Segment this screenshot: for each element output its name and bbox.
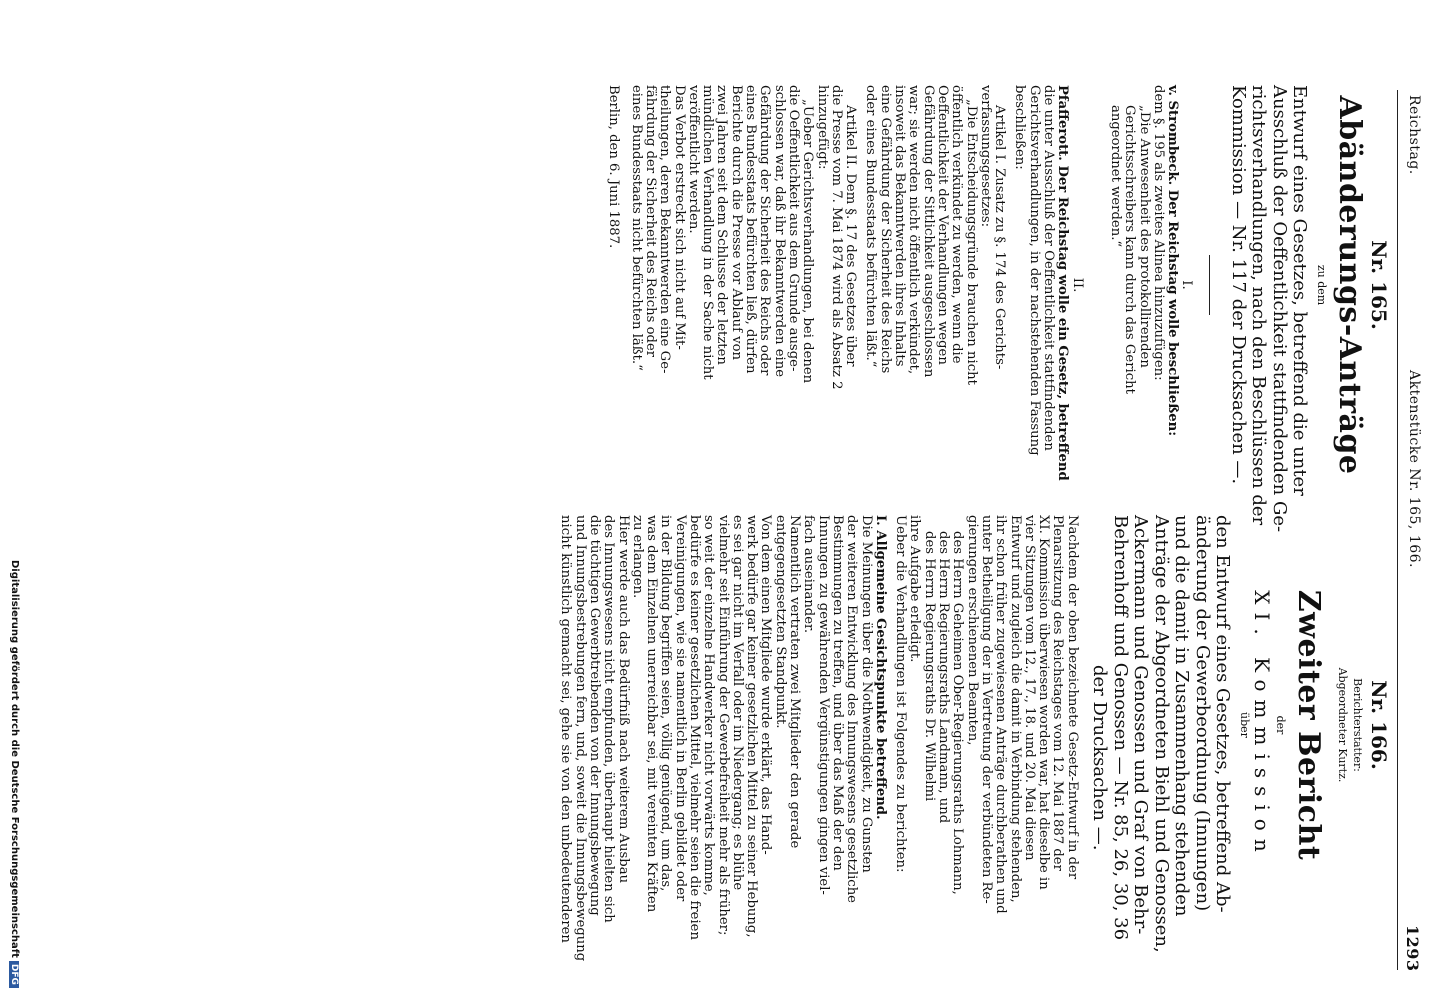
ueber-label: über bbox=[1237, 712, 1251, 738]
text-line: Anträge der Abgeordneten Biehl und Genossen, bbox=[1150, 515, 1172, 953]
text-line: Namentlich vertraten zwei Mitglieder den gerade bbox=[787, 515, 803, 849]
text-line: theilungen, deren Bekanntwerden eine Ge- bbox=[657, 85, 673, 374]
text-line: Gefährdung der Sittlichkeit ausgeschlossen bbox=[920, 85, 936, 378]
text-line: unter Betheiligung der in Vertretung der verbündeten Re- bbox=[978, 515, 994, 904]
text-line: die Oeffentlichkeit aus dem Grunde ausge- bbox=[785, 85, 801, 372]
text-line: den Entwurf eines Gesetzes, betreffend Ab- bbox=[1212, 515, 1234, 913]
text-line: vielmehr seit Einführung der Gewerbefreiheit mehr als früher; bbox=[715, 515, 731, 936]
text-line: eine Gefährdung der Sicherheit des Reichs bbox=[877, 85, 893, 374]
subject-line: Entwurf eines Gesetzes, betreffend die unter bbox=[1289, 85, 1311, 496]
section-II-body bbox=[628, 85, 1069, 485]
section-I-line: angeordnet werden.“ bbox=[1107, 105, 1123, 248]
subject-line: richtsverhandlungen, nach den Beschlüssen der bbox=[1248, 85, 1270, 526]
header-rule bbox=[1397, 90, 1398, 970]
text-line: fährdung der Sicherheit des Reichs oder bbox=[643, 85, 659, 358]
berichterstatter-label: Berichterstatter: bbox=[1350, 678, 1364, 772]
der-label: der bbox=[1274, 715, 1288, 735]
text-line: was dem Einzelnen unerreichbar sei, mit vereinten Kräften bbox=[644, 515, 660, 913]
text-line: eines Bundesstaats nicht befürchten läßt.“ bbox=[628, 85, 644, 371]
text-line: mündlichen Verhandlung in der Sache nicht bbox=[700, 85, 716, 380]
text-line: des Herrn Regierungsraths Dr. Wilhelmi bbox=[921, 531, 937, 802]
text-line: öffentlich verkündet zu werden, wenn die bbox=[949, 85, 965, 364]
header-center: Aktenstücke Nr. 165, 166. bbox=[1406, 370, 1422, 569]
text-line: Plenarsitzung des Reichstages vom 12. Mai 1887 der bbox=[1050, 515, 1066, 871]
text-line: beschließen: bbox=[1012, 85, 1028, 170]
text-line: es sei gar nicht im Verfall oder im Niedergang; es blühe bbox=[729, 515, 745, 891]
text-line: verfassungsgesetzes: bbox=[977, 85, 993, 228]
section-II-heading: II. bbox=[1069, 277, 1085, 293]
text-line: Berichte durch die Presse vor Ablauf von bbox=[728, 85, 744, 361]
doc-number-165: Nr. 165. bbox=[1367, 240, 1391, 330]
header-left: Reichstag. bbox=[1406, 95, 1422, 175]
text-line: I. Allgemeine Gesichtspunkte betreffend. bbox=[872, 515, 888, 820]
text-line: und Innungsbestrebungen fern, und, soweit die Innungsbewegung bbox=[572, 515, 588, 962]
digitization-credit bbox=[9, 560, 20, 988]
text-line: gierungen erschienenen Beamten, bbox=[964, 515, 980, 746]
text-line: Behrenhoff und Genossen — Nr. 85, 26, 30, 36 bbox=[1109, 515, 1131, 941]
text-line: Ueber die Verhandlungen ist Folgendes zu berichten: bbox=[893, 515, 909, 873]
text-line: Nachdem der oben bezeichnete Gesetz-Entwurf in der bbox=[1064, 515, 1080, 880]
text-line: werk bedürfe gar keiner gesetzlichen Mittel zu seiner Hebung, bbox=[744, 515, 760, 938]
text-line: eines Bundesstaats befürchten ließ, dürfen bbox=[743, 85, 759, 374]
right-column bbox=[558, 515, 1391, 962]
page-number: 1293 bbox=[1403, 925, 1422, 972]
text-line: des Innungswesens nicht empfunden, überhaupt hielten sich bbox=[601, 515, 617, 923]
section-I-body bbox=[1108, 85, 1179, 485]
text-line: Gefährdung der Sicherheit des Reichs oder bbox=[757, 85, 773, 376]
section-I-heading: I. bbox=[1179, 280, 1195, 290]
subject-line: Ausschluß der Oeffentlichkeit stattfindenden Ge- bbox=[1268, 85, 1290, 533]
text-line: hinzugefügt: bbox=[814, 85, 830, 170]
kommission-label: XI. Kommission bbox=[1249, 590, 1274, 860]
text-line: nicht künstlich gemacht sei, gehe sie von den unbedeutenderen bbox=[558, 515, 574, 943]
text-line: Gerichtsverhandlungen, in der nachstehenden Fassung bbox=[1026, 85, 1042, 456]
left-column bbox=[606, 85, 1391, 533]
text-line: Hier werde auch das Bedürfniß nach weiterem Ausbau bbox=[615, 515, 631, 884]
abgeordneter-name: Abgeordneter Kurtz. bbox=[1336, 667, 1350, 783]
text-line: die unter Ausschluß der Oeffentlichkeit stattfindenden bbox=[1041, 85, 1057, 451]
text-line: die Presse vom 7. Mai 1874 wird als Absatz 2 bbox=[828, 85, 844, 390]
text-line: des Herrn Regierungsraths Landmann, und bbox=[936, 531, 952, 824]
text-line: zu erlangen. bbox=[629, 515, 645, 599]
section-I-line: Gerichtsschreibers kann durch das Gericht bbox=[1122, 105, 1138, 394]
text-line: der Drucksachen —. bbox=[1089, 665, 1111, 851]
subject-165 bbox=[1227, 85, 1311, 533]
text-line: entgegengesetzten Standpunkt. bbox=[772, 515, 788, 729]
text-line: änderung der Gewerbeordnung (Innungen) bbox=[1191, 515, 1213, 912]
text-line: zwei Jahren seit dem Schlusse der letzten bbox=[714, 85, 730, 365]
text-line: die tüchtigen Gewerbtreibenden von der Innungsbewegung bbox=[586, 515, 602, 916]
text-line: so weit der einzelne Handwerker nicht vorwärts komme, bbox=[701, 515, 717, 896]
subject-line: Kommission — Nr. 117 der Drucksachen —. bbox=[1227, 85, 1249, 485]
text-line: der weiteren Entwicklung des Innungswesens gesetzliche bbox=[844, 515, 860, 903]
section-I-line: „Die Anwesenheit des protokollirenden bbox=[1136, 105, 1152, 368]
section-I-line: dem §. 195 als zweites Alinea hinzuzufügen: bbox=[1150, 85, 1166, 381]
zu-dem-label: zu dem bbox=[1314, 264, 1328, 306]
text-line: veröffentlicht werden. bbox=[685, 85, 701, 234]
text-line: Oeffentlichkeit der Verhandlungen wegen bbox=[934, 85, 950, 365]
text-line: „Ueber Gerichtsverhandlungen, bei denen bbox=[800, 99, 816, 384]
text-line: war; sie werden nicht öffentlich verkündet, bbox=[906, 85, 922, 375]
text-line: Bestimmungen zu treffen, und über das Maß der den bbox=[829, 515, 845, 871]
doc-title-166: Zweiter Bericht bbox=[1291, 589, 1327, 861]
text-line: XI. Kommission überwiesen worden war, hat dieselbe in bbox=[1036, 515, 1052, 890]
text-line: oder eines Bundesstaats befürchten läßt.“ bbox=[863, 85, 879, 368]
doc-number-166: Nr. 166. bbox=[1367, 680, 1391, 770]
text-line: Vereinigungen, wie sie namentlich in Berlin gebildet oder bbox=[672, 515, 688, 902]
text-line: schlossen war, daß ihr Bekanntwerden eine bbox=[771, 85, 787, 378]
doc-title-165: Abänderungs-Anträge bbox=[1331, 95, 1367, 475]
dfg-logo: DFG bbox=[9, 961, 19, 988]
text-line: „Die Entscheidungsgründe brauchen nicht bbox=[963, 99, 979, 385]
date-line: Berlin, den 6. Juni 1887. bbox=[606, 85, 622, 249]
text-line: insoweit das Bekanntwerden ihres Inhalts bbox=[892, 85, 908, 367]
text-line: des Herrn Geheimen Ober-Regierungsraths Lohmann, bbox=[950, 531, 966, 895]
text-line: und die damit in Zusammenhang stehenden bbox=[1171, 515, 1193, 917]
text-line: Artikel II. Dem §. 17 des Gesetzes über bbox=[843, 105, 859, 367]
text-line: Das Verbot erstreckt sich nicht auf Mit- bbox=[671, 85, 687, 350]
text-line: fach auseinander. bbox=[801, 515, 817, 634]
text-line: in der Bildung begriffen seien, völlig genügend, um das, bbox=[658, 515, 674, 892]
credit-text: Digitalisierung gefördert durch die Deutsche Forschungsgemeinschaft bbox=[9, 560, 20, 958]
text-line: Pfafferott. Der Reichstag wolle ein Gesetz, betreffend bbox=[1055, 85, 1071, 481]
text-line: Ackermann und Genossen und Graf von Behr- bbox=[1130, 515, 1152, 935]
text-line: Die Meinungen über die Nothwendigkeit, zu Gunsten bbox=[858, 515, 874, 873]
separator-rule bbox=[1209, 255, 1210, 315]
text-line: Artikel I. Zusatz zu §. 174 des Gerichts- bbox=[992, 105, 1008, 370]
text-line: Von dem einen Mitgliede wurde erklärt, das Hand- bbox=[758, 515, 774, 855]
report-body bbox=[558, 515, 1080, 962]
section-I-line: v. Strombeck. Der Reichstag wolle beschließen: bbox=[1165, 85, 1181, 437]
subject-166 bbox=[1089, 515, 1234, 953]
text-line: ihr schon früher zugewiesenen Anträge durchberathen und bbox=[993, 515, 1009, 914]
text-line: Entwurf und zugleich die damit in Verbindung stehenden, bbox=[1007, 515, 1023, 903]
text-line: bedürfe es keiner gesetzlichen Mittel, vielmehr seien die freien bbox=[687, 515, 702, 940]
text-line: Innungen zu gewährenden Vergünstigungen gingen viel- bbox=[815, 515, 831, 895]
text-line: ihre Aufgabe erledigt. bbox=[907, 515, 923, 663]
text-line: vier Sitzungen vom 12., 17., 18. und 20. Mai diesen bbox=[1021, 515, 1037, 861]
